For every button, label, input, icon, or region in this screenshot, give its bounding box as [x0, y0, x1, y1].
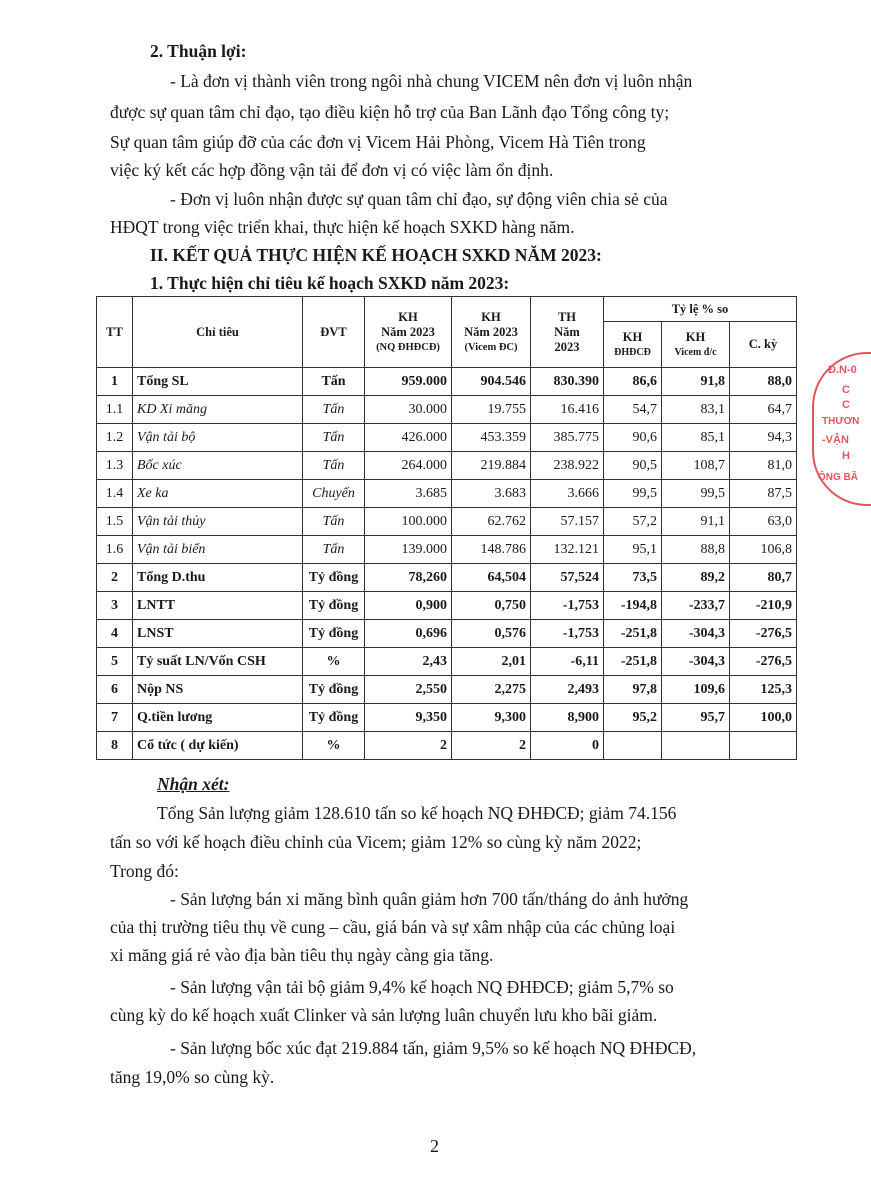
- cell-kh-nq: 0,900: [365, 592, 452, 620]
- cell-ratio-ck: 81,0: [730, 452, 797, 480]
- cell-kh-vicem: 2: [452, 732, 531, 760]
- paragraph-line: - Đơn vị luôn nhận được sự quan tâm chỉ đạo, sự động viên chia sẻ của: [170, 189, 668, 209]
- cell-name: Bốc xúc: [133, 452, 303, 480]
- cell-ratio-kh: 97,8: [604, 676, 662, 704]
- cell-kh-vicem: 2,01: [452, 648, 531, 676]
- cell-kh-vicem: 62.762: [452, 508, 531, 536]
- table-header-row: [97, 297, 797, 322]
- header-line: (NQ ĐHĐCĐ): [376, 341, 440, 353]
- cell-ratio-kh: 73,5: [604, 564, 662, 592]
- cell-kh-vicem: 64,504: [452, 564, 531, 592]
- cell-tt: 1.5: [97, 508, 133, 536]
- cell-th: 57.157: [531, 508, 604, 536]
- cell-kh-vicem: 904.546: [452, 368, 531, 396]
- header-line: (Vicem ĐC): [464, 341, 518, 353]
- header-th: [531, 297, 604, 368]
- cell-kh-vicem: 9,300: [452, 704, 531, 732]
- cell-ratio-kh: -194,8: [604, 592, 662, 620]
- paragraph-line: HĐQT trong việc triển khai, thực hiện kế hoạch SXKD hàng năm.: [110, 217, 575, 237]
- header-so-ck: C. kỳ: [730, 322, 797, 368]
- cell-dvt: Chuyến: [303, 480, 365, 508]
- cell-ratio-kh: 95,1: [604, 536, 662, 564]
- cell-ratio-vicem: 109,6: [662, 676, 730, 704]
- stamp-text: Đ.N-0: [828, 364, 857, 376]
- cell-tt: 2: [97, 564, 133, 592]
- cell-th: 238.922: [531, 452, 604, 480]
- cell-name: Tỷ suất LN/Vốn CSH: [133, 648, 303, 676]
- cell-kh-vicem: 0,750: [452, 592, 531, 620]
- cell-ratio-ck: 106,8: [730, 536, 797, 564]
- cell-tt: 1.3: [97, 452, 133, 480]
- cell-kh-nq: 139.000: [365, 536, 452, 564]
- cell-ratio-vicem: [662, 732, 730, 760]
- cell-ratio-vicem: -233,7: [662, 592, 730, 620]
- header-line: Năm 2023: [381, 324, 435, 339]
- cell-ratio-ck: 94,3: [730, 424, 797, 452]
- section-heading-ket-qua: II. KẾT QUẢ THỰC HIỆN KẾ HOẠCH SXKD NĂM 2023:: [150, 245, 602, 265]
- paragraph-line: cùng kỳ do kế hoạch xuất Clinker và sản lượng luân chuyển lưu kho bãi giảm.: [110, 1005, 658, 1025]
- cell-ratio-vicem: -304,3: [662, 620, 730, 648]
- paragraph-line: tấn so với kế hoạch điều chỉnh của Vicem; giảm 12% so cùng kỳ năm 2022;: [110, 832, 642, 852]
- cell-ratio-vicem: 89,2: [662, 564, 730, 592]
- cell-kh-vicem: 19.755: [452, 396, 531, 424]
- cell-dvt: Tấn: [303, 368, 365, 396]
- paragraph-line: tăng 19,0% so cùng kỳ.: [110, 1067, 275, 1087]
- cell-dvt: Tỷ đồng: [303, 676, 365, 704]
- page-number: 2: [430, 1136, 439, 1156]
- table-row: [97, 592, 797, 620]
- nhan-xet-heading: Nhận xét:: [157, 774, 230, 794]
- header-line: Năm: [554, 324, 580, 339]
- cell-kh-nq: 78,260: [365, 564, 452, 592]
- cell-ratio-vicem: 91,1: [662, 508, 730, 536]
- paragraph-line: của thị trường tiêu thụ về cung – cầu, giá bán và sự xâm nhập của các chủng loại: [110, 917, 676, 937]
- cell-name: Vận tải biển: [133, 536, 303, 564]
- cell-th: -1,753: [531, 592, 604, 620]
- header-line: KH: [685, 329, 706, 344]
- company-stamp: [812, 352, 871, 506]
- header-line: ĐHĐCĐ: [614, 346, 651, 358]
- header-chi-tieu: Chỉ tiêu: [133, 297, 303, 368]
- cell-dvt: %: [303, 732, 365, 760]
- header-line: Năm 2023: [464, 324, 518, 339]
- cell-ratio-vicem: 91,8: [662, 368, 730, 396]
- cell-name: Tổng SL: [133, 368, 303, 396]
- cell-kh-vicem: 0,576: [452, 620, 531, 648]
- table-row: [97, 480, 797, 508]
- cell-ratio-kh: -251,8: [604, 620, 662, 648]
- cell-ratio-ck: 87,5: [730, 480, 797, 508]
- paragraph-line: việc ký kết các hợp đồng vận tải để đơn vị có việc làm ổn định.: [110, 160, 554, 180]
- cell-ratio-vicem: -304,3: [662, 648, 730, 676]
- header-line: TH: [557, 309, 577, 324]
- stamp-text: THƯƠN: [822, 416, 860, 427]
- cell-dvt: Tấn: [303, 508, 365, 536]
- header-kh-vicem: [452, 297, 531, 368]
- cell-dvt: Tấn: [303, 452, 365, 480]
- cell-kh-vicem: 148.786: [452, 536, 531, 564]
- cell-th: 8,900: [531, 704, 604, 732]
- table-row: [97, 732, 797, 760]
- cell-name: Xe ka: [133, 480, 303, 508]
- header-so-kh: [604, 322, 662, 368]
- cell-dvt: Tỷ đồng: [303, 564, 365, 592]
- table-row: [97, 396, 797, 424]
- paragraph-line: - Sản lượng vận tải bộ giảm 9,4% kế hoạch NQ ĐHĐCĐ; giảm 5,7% so: [170, 977, 674, 997]
- cell-kh-vicem: 219.884: [452, 452, 531, 480]
- cell-ratio-ck: -210,9: [730, 592, 797, 620]
- paragraph-line: Trong đó:: [110, 861, 179, 881]
- table-row: [97, 452, 797, 480]
- cell-ratio-ck: 64,7: [730, 396, 797, 424]
- table-row: [97, 620, 797, 648]
- cell-ratio-vicem: 85,1: [662, 424, 730, 452]
- cell-kh-nq: 2: [365, 732, 452, 760]
- paragraph-line: được sự quan tâm chỉ đạo, tạo điều kiện hỗ trợ của Ban Lãnh đạo Tổng công ty;: [110, 102, 670, 122]
- cell-tt: 7: [97, 704, 133, 732]
- stamp-text: -VẬN: [822, 434, 849, 446]
- cell-dvt: Tấn: [303, 424, 365, 452]
- cell-dvt: Tỷ đồng: [303, 592, 365, 620]
- cell-kh-vicem: 2,275: [452, 676, 531, 704]
- cell-ratio-ck: 88,0: [730, 368, 797, 396]
- table-row: [97, 648, 797, 676]
- cell-kh-vicem: 3.683: [452, 480, 531, 508]
- cell-kh-nq: 9,350: [365, 704, 452, 732]
- table-row: [97, 424, 797, 452]
- cell-ratio-kh: 99,5: [604, 480, 662, 508]
- cell-ratio-vicem: 95,7: [662, 704, 730, 732]
- cell-tt: 1.4: [97, 480, 133, 508]
- table-title: 1. Thực hiện chỉ tiêu kế hoạch SXKD năm 2023:: [150, 273, 510, 293]
- cell-ratio-vicem: 99,5: [662, 480, 730, 508]
- cell-ratio-ck: 80,7: [730, 564, 797, 592]
- cell-th: 16.416: [531, 396, 604, 424]
- section-heading-thuan-loi: 2. Thuận lợi:: [150, 41, 247, 61]
- cell-tt: 8: [97, 732, 133, 760]
- cell-ratio-ck: 63,0: [730, 508, 797, 536]
- cell-th: 0: [531, 732, 604, 760]
- table-row: [97, 508, 797, 536]
- cell-kh-nq: 2,43: [365, 648, 452, 676]
- cell-th: -1,753: [531, 620, 604, 648]
- paragraph-line: xi măng giá rẻ vào địa bàn tiêu thụ ngày càng gia tăng.: [110, 945, 494, 965]
- paragraph-line: - Sản lượng bán xi măng bình quân giảm hơn 700 tấn/tháng do ảnh hưởng: [170, 889, 689, 909]
- cell-ratio-kh: 54,7: [604, 396, 662, 424]
- cell-ratio-vicem: 83,1: [662, 396, 730, 424]
- header-ty-le: Tỷ lệ % so: [604, 297, 797, 322]
- cell-ratio-kh: 90,6: [604, 424, 662, 452]
- cell-tt: 5: [97, 648, 133, 676]
- header-line: KH: [622, 329, 643, 344]
- cell-kh-nq: 2,550: [365, 676, 452, 704]
- cell-th: 385.775: [531, 424, 604, 452]
- cell-dvt: Tấn: [303, 396, 365, 424]
- cell-tt: 3: [97, 592, 133, 620]
- cell-tt: 1: [97, 368, 133, 396]
- cell-th: -6,11: [531, 648, 604, 676]
- cell-ratio-kh: 57,2: [604, 508, 662, 536]
- cell-name: Q.tiền lương: [133, 704, 303, 732]
- cell-kh-nq: 264.000: [365, 452, 452, 480]
- cell-name: Cổ tức ( dự kiến): [133, 732, 303, 760]
- cell-kh-nq: 3.685: [365, 480, 452, 508]
- header-tt: TT: [97, 297, 133, 368]
- stamp-text: H: [842, 450, 850, 462]
- stamp-text: C: [842, 384, 850, 396]
- cell-ratio-vicem: 88,8: [662, 536, 730, 564]
- results-table: [96, 296, 797, 760]
- stamp-text: C: [842, 399, 850, 411]
- header-so-vicem: [662, 322, 730, 368]
- cell-ratio-kh: 86,6: [604, 368, 662, 396]
- cell-ratio-kh: [604, 732, 662, 760]
- table-row: [97, 368, 797, 396]
- cell-kh-nq: 100.000: [365, 508, 452, 536]
- table-row: [97, 564, 797, 592]
- cell-th: 830.390: [531, 368, 604, 396]
- stamp-text: ÔNG BÃ: [818, 472, 858, 483]
- cell-kh-nq: 30.000: [365, 396, 452, 424]
- cell-dvt: Tỷ đồng: [303, 704, 365, 732]
- header-kh-nq: [365, 297, 452, 368]
- cell-th: 2,493: [531, 676, 604, 704]
- cell-dvt: Tỷ đồng: [303, 620, 365, 648]
- table-row: [97, 536, 797, 564]
- cell-ratio-ck: [730, 732, 797, 760]
- cell-tt: 1.6: [97, 536, 133, 564]
- table-row: [97, 704, 797, 732]
- cell-tt: 1.2: [97, 424, 133, 452]
- cell-th: 57,524: [531, 564, 604, 592]
- cell-tt: 4: [97, 620, 133, 648]
- cell-tt: 1.1: [97, 396, 133, 424]
- cell-name: LNTT: [133, 592, 303, 620]
- cell-ratio-ck: -276,5: [730, 648, 797, 676]
- cell-ratio-ck: -276,5: [730, 620, 797, 648]
- table-row: [97, 676, 797, 704]
- cell-name: Vận tải thủy: [133, 508, 303, 536]
- cell-kh-nq: 959.000: [365, 368, 452, 396]
- cell-kh-nq: 426.000: [365, 424, 452, 452]
- cell-th: 132.121: [531, 536, 604, 564]
- paragraph-line: - Sản lượng bốc xúc đạt 219.884 tấn, giảm 9,5% so kế hoạch NQ ĐHĐCĐ,: [170, 1038, 697, 1058]
- cell-dvt: Tấn: [303, 536, 365, 564]
- cell-th: 3.666: [531, 480, 604, 508]
- cell-ratio-kh: -251,8: [604, 648, 662, 676]
- cell-name: LNST: [133, 620, 303, 648]
- cell-kh-nq: 0,696: [365, 620, 452, 648]
- cell-ratio-vicem: 108,7: [662, 452, 730, 480]
- cell-ratio-ck: 125,3: [730, 676, 797, 704]
- cell-dvt: %: [303, 648, 365, 676]
- cell-name: Vận tải bộ: [133, 424, 303, 452]
- cell-name: Tổng D.thu: [133, 564, 303, 592]
- cell-kh-vicem: 453.359: [452, 424, 531, 452]
- cell-ratio-ck: 100,0: [730, 704, 797, 732]
- header-line: 2023: [554, 339, 580, 354]
- header-dvt: ĐVT: [303, 297, 365, 368]
- cell-name: Nộp NS: [133, 676, 303, 704]
- paragraph-line: - Là đơn vị thành viên trong ngôi nhà chung VICEM nên đơn vị luôn nhận: [170, 71, 693, 91]
- cell-tt: 6: [97, 676, 133, 704]
- header-line: Vicem đ/c: [674, 346, 717, 358]
- header-line: KH: [398, 309, 418, 324]
- cell-name: KD Xi măng: [133, 396, 303, 424]
- header-line: KH: [481, 309, 501, 324]
- paragraph-line: Tổng Sản lượng giảm 128.610 tấn so kế hoạch NQ ĐHĐCĐ; giảm 74.156: [157, 803, 677, 823]
- paragraph-line: Sự quan tâm giúp đỡ của các đơn vị Vicem Hải Phòng, Vicem Hà Tiên trong: [110, 132, 646, 152]
- cell-ratio-kh: 90,5: [604, 452, 662, 480]
- cell-ratio-kh: 95,2: [604, 704, 662, 732]
